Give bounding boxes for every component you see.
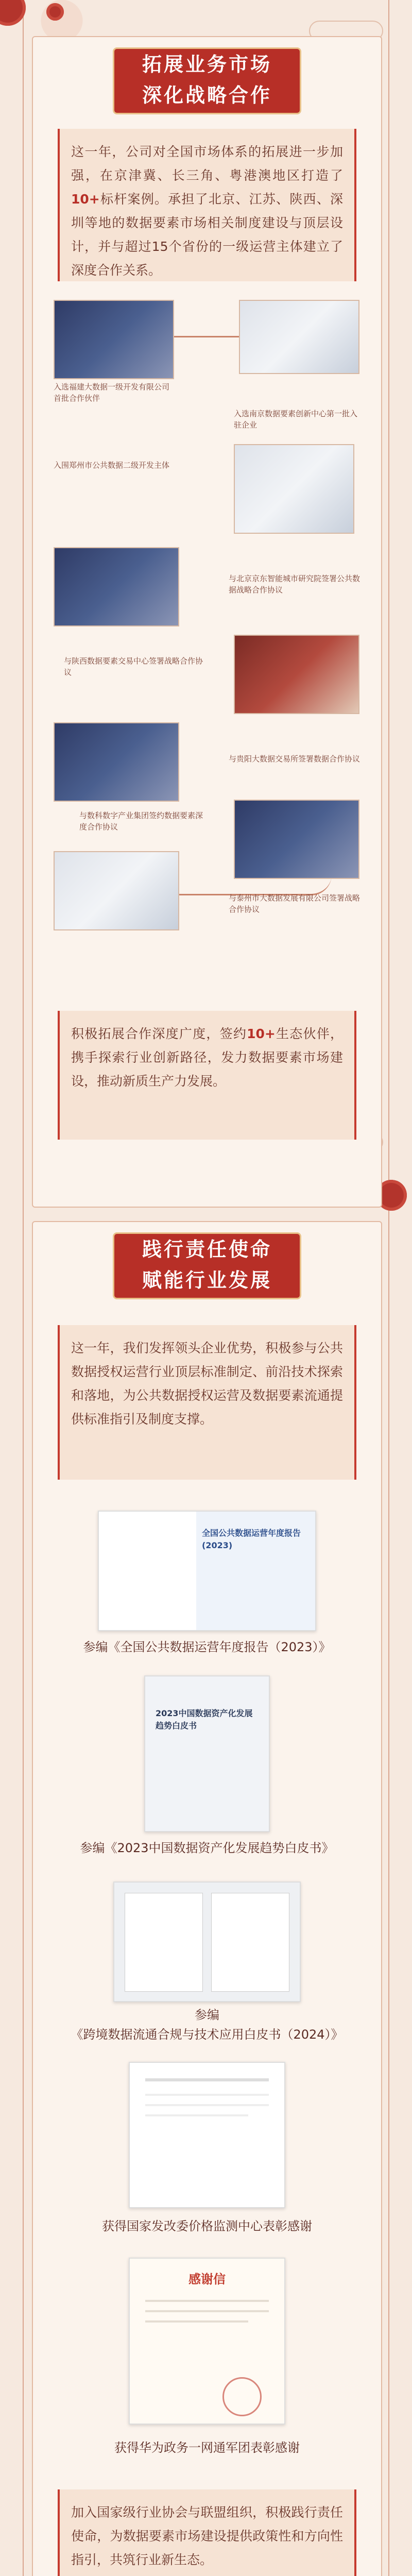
photo-plaque [234, 444, 354, 534]
caption: 入选南京数据要素创新中心第一批入驻企业 [234, 409, 358, 430]
report-cover-title: 全国公共数据运营年度报告(2023) [202, 1528, 301, 1550]
intro-paragraph: 这一年，公司对全国市场体系的拓展进一步加强，在京津冀、长三角、粤港澳地区打造了10+标杆案例。承担了北京、江苏、陕西、深圳等地的数据要素市场相关制度建设与顶层设计，并与超过15个省份的一级运营主体建立了深度合作关系。 [58, 129, 356, 281]
highlight-count: 10+ [247, 1026, 276, 1041]
flower-decoration-icon [0, 0, 26, 26]
photo-signing [54, 722, 179, 802]
doc-caption: 参编《全国公共数据运营年度报告（2023）》 [83, 1640, 331, 1654]
doc-caption: 《跨境数据流通合规与技术应用白皮书（2024）》 [71, 2027, 344, 2042]
thank-you-letter-image [129, 2062, 285, 2208]
photo-signing [234, 800, 359, 879]
closing-paragraph: 加入国家级行业协会与联盟组织，积极践行责任使命，为数据要素市场建设提供政策性和方向性指引，共筑行业新生态。 [58, 2489, 356, 2576]
whitepaper-cover-image [144, 1675, 270, 1832]
photo-certificate [54, 300, 174, 379]
section-title [113, 47, 301, 114]
doc-caption: 参编《2023中国数据资产化发展趋势白皮书》 [80, 1841, 334, 1855]
doc-caption: 获得华为政务一网通军团表彰感谢 [114, 2441, 300, 2455]
left-ornament-line [23, 0, 24, 2576]
flower-decoration-icon [46, 3, 64, 21]
photo-certificate [239, 300, 359, 374]
caption: 与泰州市大数据发展有限公司签署战略合作协议 [229, 893, 360, 914]
summary-paragraph: 积极拓展合作深度广度，签约10+生态伙伴，携手探索行业创新路径，发力数据要素市场建设，推动新质生产力发展。 [58, 1011, 356, 1140]
photo-signing [54, 851, 179, 930]
letter-title: 感谢信 [188, 2272, 226, 2286]
section-market-expansion [32, 36, 382, 1208]
doc-caption: 参编 [195, 2008, 219, 2022]
intro-paragraph: 这一年，我们发挥领头企业优势，积极参与公共数据授权运营行业顶层标准制定、前沿技术探索和落地，为公共数据授权运营及数据要素流通提供标准指引及制度支撑。 [58, 1325, 356, 1480]
caption: 与陕西数据要素交易中心签署战略合作协议 [64, 656, 203, 677]
photo-signing [234, 635, 359, 714]
caption: 入选福建大数据一级开发有限公司首批合作伙伴 [54, 382, 170, 403]
caption: 与贵阳大数据交易所签署数据合作协议 [229, 754, 360, 764]
section-title-line1: 拓展业务市场 [142, 53, 272, 76]
caption: 与北京京东智能城市研究院签署公共数据战略合作协议 [229, 574, 360, 595]
thank-you-letter-image [129, 2258, 285, 2425]
section-title-line2: 赋能行业发展 [142, 1269, 272, 1292]
right-ornament-line [388, 0, 389, 2576]
doc-caption: 获得国家发改委价格监测中心表彰感谢 [102, 2219, 312, 2233]
section-title-line2: 深化战略合作 [142, 84, 272, 107]
section-title [113, 1232, 301, 1299]
report-cover-image [98, 1511, 316, 1631]
whitepaper-cover-title: 2023中国数据资产化发展趋势白皮书 [156, 1708, 253, 1731]
section-title-line1: 践行责任使命 [142, 1238, 272, 1261]
certificate-image [113, 1882, 301, 2002]
caption: 与数科数字产业集团签约数据要素深度合作协议 [79, 811, 203, 832]
highlight-count: 10+ [71, 192, 100, 207]
caption: 入围郑州市公共数据二级开发主体 [54, 461, 170, 470]
photo-signing [54, 547, 179, 626]
section-responsibility [32, 1221, 382, 2576]
